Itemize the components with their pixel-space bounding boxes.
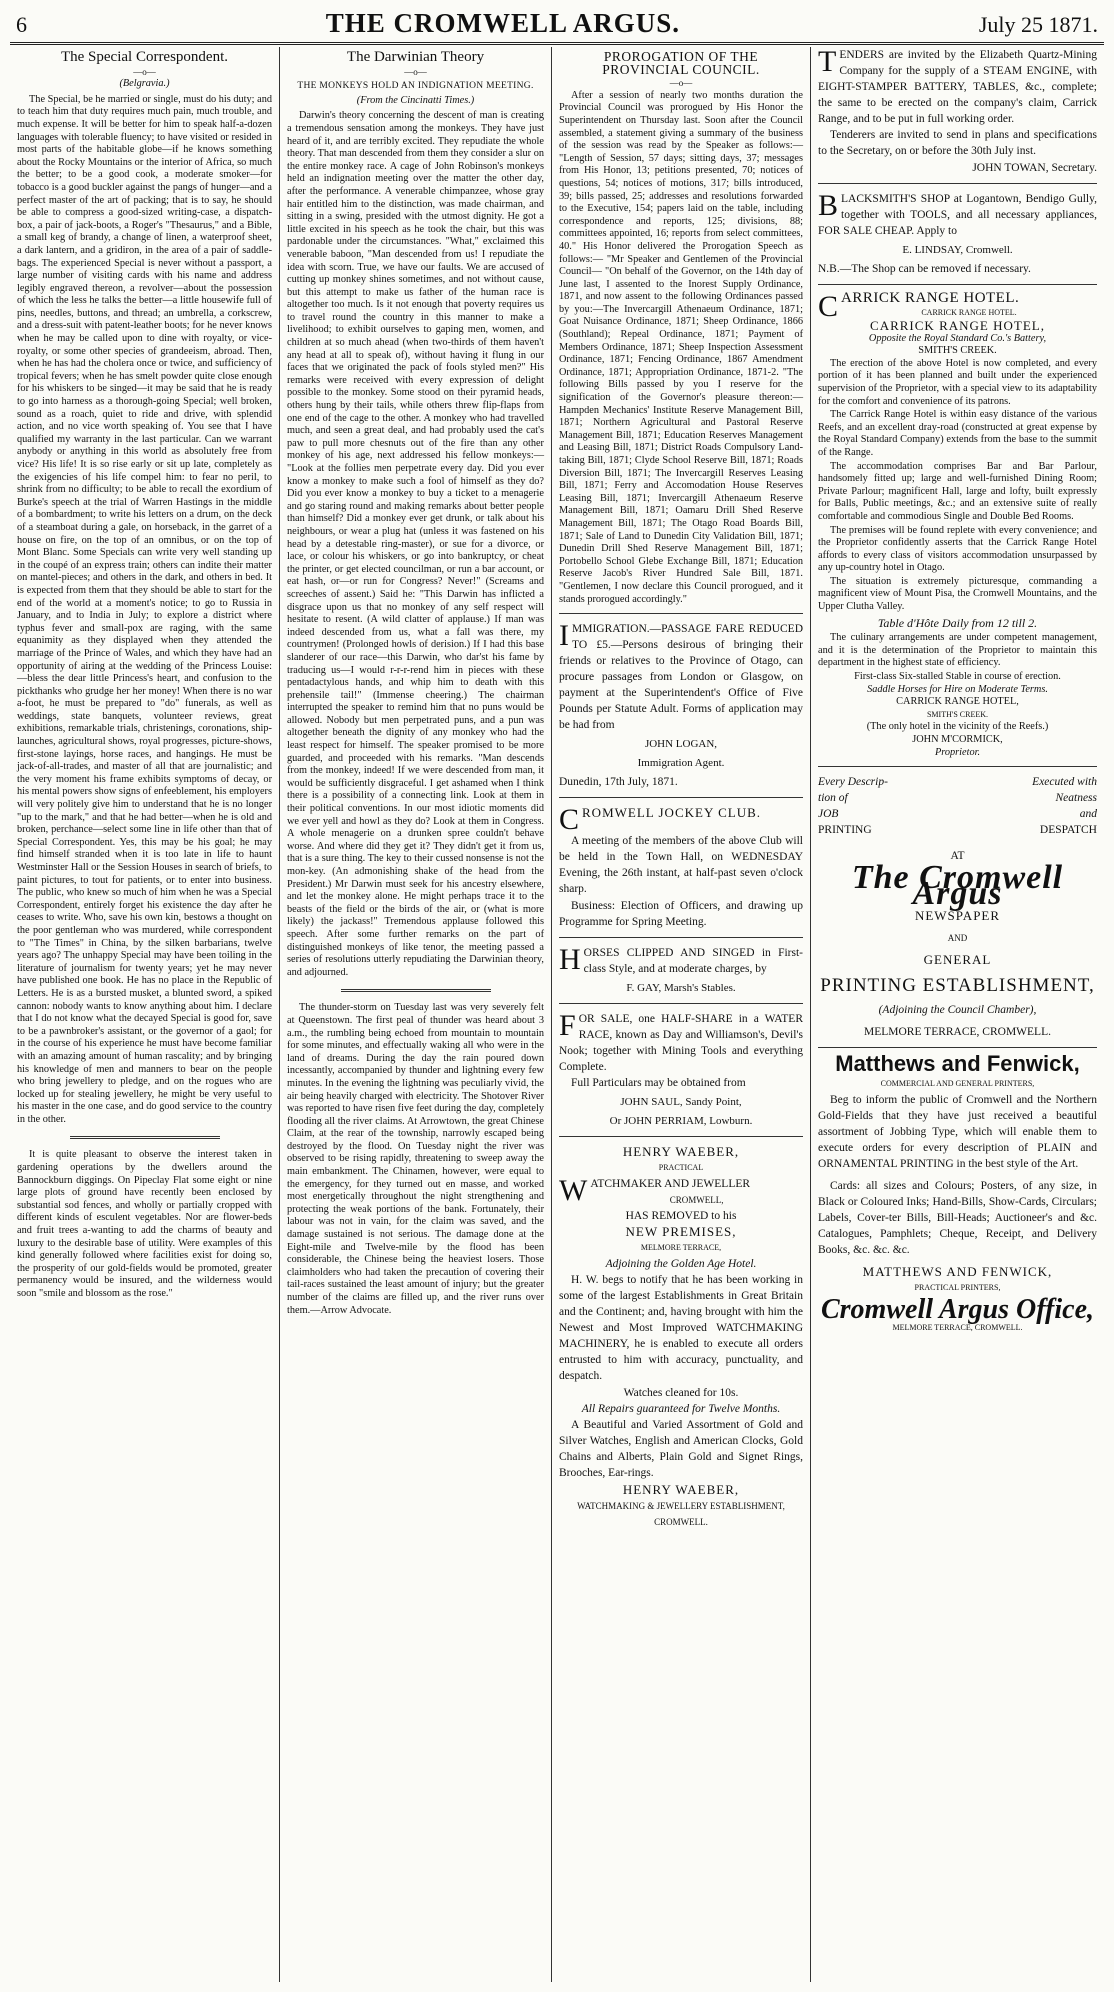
article-subheading: THE MONKEYS HOLD AN INDIGNATION MEETING.	[297, 81, 534, 92]
ad-job-printing	[818, 774, 1097, 1040]
ad-text: A Beautiful and Varied Assortment of Gold and Silver Watches, English and American Clocks, Gold Chains and Alberts, Plain Gold and Signet Rings, Brooches, Ear-rings.	[559, 1419, 803, 1480]
ad-text: tion of	[818, 792, 848, 805]
drop-cap: C	[559, 803, 580, 837]
ad-signature: Or JOHN PERRIAM, Lowburn.	[609, 1115, 753, 1128]
ad-text: A meeting of the members of the above Club will be held in the Town Hall, on WEDNESDAY Evening, the 26th instant, at half-past seven o'clock sharp.	[559, 835, 803, 896]
ad-text: HAS REMOVED to his	[625, 1210, 737, 1223]
divider	[818, 284, 1097, 285]
ad-text: The situation is extremely picturesque, commanding a magnificent view of Mount Pisa, the Cromwell Mountains, and the Upper Clutha Valley.	[818, 575, 1097, 613]
ad-text: All Repairs guaranteed for Twelve Months.	[581, 1403, 781, 1416]
ad-text: CARRICK RANGE HOTEL.	[921, 307, 1017, 317]
article-body: The thunder-storm on Tuesday last was very severely felt at Queenstown. The first peal of thunder was heard about 3 a.m., the rumbling being echoed from mountain to mountain for some minutes, and effectually waking all who were in the land of dreams. During the day the rain poured down incessantly, accompanied by thunder and lightning every few minutes. In the evening the lightning was peculiarly vivid, the air being heavily charged with electricity. The Shotover River was reported to have risen five feet during the day, completely flooding all the river claims. At Arrowtown, the great Chinese Claim, at the rear of the township, narrowly escaped being destroyed by the flood. On Tuesday night the river was observed to be rising rapidly, threatening to sweep away the main embankment. The Chinamen, however, were equal to the emergency, for they turned out en masse, and worked most energetically throughout the night strengthening and protecting the weak portions of the bank. Fortunately, their labour was not in vain, for the claim was saved, and the damage sustained is not serious. The damage done at the Eight-mile and Twelve-mile by the flood has been considerable, the Chinese being the heaviest losers. Those claimholders who had taken the precaution of covering their tail-races sustained the least amount of injury; but the greater number of the claims are filled up, and the river runs over them.—Arrow Advocate.	[287, 1002, 544, 1316]
ad-text: CROMWELL,	[669, 1195, 724, 1206]
ad-water-race	[559, 1011, 803, 1129]
ad-text: Opposite the Royal Standard Co.'s Battery,	[868, 332, 1047, 344]
article-heading: PROROGATION OF THE PROVINCIAL COUNCIL.	[602, 49, 760, 77]
ad-title: PRINTING ESTABLISHMENT,	[820, 975, 1095, 997]
divider	[559, 613, 803, 614]
ad-signature: F. GAY, Marsh's Stables.	[626, 982, 736, 995]
ad-text: Neatness	[1055, 792, 1097, 805]
ad-text: H. W. begs to notify that he has been working in some of the largest Establishments in Great Britain and the Continent; and, having brought with him the Newest and Most Improved WATCHMAKING MACHINERY, he is enabled to execute all orders entrusted to him with accuracy, punctuality, and despatch.	[559, 1274, 803, 1383]
divider	[559, 1136, 803, 1137]
ad-text: MMIGRATION.—PASSAGE FARE REDUCED TO £5.—Persons desirous of bringing their friends or relatives to the Province of Otago, can procure passages from London or Glasgow, on payment at the Superintendent's Office of Five Pounds per Statute Adult. Forms of application may be had from	[559, 623, 803, 732]
ad-signature: Proprietor.	[934, 746, 981, 758]
divider	[559, 1003, 803, 1004]
separator	[341, 989, 491, 992]
ad-title: HENRY WAEBER,	[622, 1144, 740, 1160]
article-source: (Belgravia.)	[119, 78, 170, 90]
ad-carrick-hotel	[818, 292, 1097, 759]
article-source: (From the Cincinatti Times.)	[356, 94, 475, 106]
ad-text: The erection of the above Hotel is now completed, and every portion of it has been planned and built under the experienced supervision of the Proprietor, with a special view to its adaptability for the comfort and convenience of its patrons.	[818, 357, 1097, 407]
ad-text: DESPATCH	[1039, 824, 1097, 837]
page-number: 6	[16, 12, 27, 37]
ad-text: First-class Six-stalled Stable in course of erection.	[854, 671, 1061, 683]
article-body: The Special, be he married or single, must do his duty; and to teach him that duty requires much pain, much trouble, and much expense. It will be better for him to speak half-a-dozen languages with tolerable fluency; to have visited or resided in most parts of the habitable globe—if he knows something about the Rocky Mountains or the interior of Africa, so much the better; to be a good cook, a moderate smoker—for tobacco is a good buckler against the pangs of hunger—and a perfect master of the art of packing; that is to say, he should be able to compress a good-sized writing-case, a dispatch-box, a pair of jack-boots, a Roger's "Thesaurus," and a Bible, a small keg of brandy, a change of linen, a waterproof sheet, a dark lantern, and a gridiron, in the area of a pair of saddle-bags. The experienced Special is never without a passport, a large number of visiting cards with his name and address legibly engraved thereon, a revolver—about the possession of which the less he talks the better—a little housewife full of pins, needles, buttons, and thread; an umbrella, a corkscrew, and a dress-suit with patent-leather boots; for he never knows when he may be called upon to dine with royalty, or vice-royalty, or some other species of grandeeism, abroad. Then, when he has had the cholera once or twice, and sufficiency of tropical fevers; when he has smelt powder quite close enough for his whiskers to be singed—it may be said that he is ready to go into harness as a thorough-going Special; well broken, sound as a roach, quiet to ride and drive, with splendid action, and no vice worth speaking of. You see that I have qualified my warranty in the last particular. Can we warrant anybody or anything in this world as absolutely free from vice? His life! It is so rise early or sit up late, completely as the exigencies of his life compel him: to fear no peril, to shrink from no difficulty; to be able to recall the exordium of Burke's speech at the trial of Warren Hastings in the middle of a bombardment; to write his letters on a drum, on the deck of a steamboat during a gale, on horseback, in the garret of a house on fire, on the top of an omnibus, or on the top of Mont Blanc. Some Specials can write very well standing up in the coupé of an express train; others can indite their matter on mantel-pieces; and others in the dark, and others in bed. It is expected from them that they should be able to start for the end of the world at a moment's notice; to go to Russia in January, and to India in July; to explore a district where typhus fever and small-pox are raging, with the same equanimity as they displayed when they attended the marriage of the Prince of Wales, and which they have had an opportunity of airing at the wedding of the Princess Louise:—bless the dear little Princess's heart, and confusion to the pickthanks who grudge her her money! When there is no war a-foot, he must be prepared to "do" funerals, as well as weddings, state banquets, volunteer reviews, great exhibitions, remarkable trials, christenings, coronations, ship-launches, agricultural shows, royal progresses, picture-shows, first-stone layings, horse races, and hangings. He must be jack-of-all-trades, and master of all that are journalistic; and the very moment his frame exhibits symptoms of decay, or his mental powers show signs of enfeeblement, his employers will very politely give him to understand that he is no longer "up to the mark," and that he had better—when he is old and broken, perchance—select some line in life other than that of Special Correspondent. Yes, this may be his goal; he may find himself stranded when it is too late in life to haunt Westminster Hall or the Session Houses in search of briefs, to paint pictures, to tout for patients, or to enter into business. The public, who knew so much of him when he was a Special Correspondent, entirely forget his existence the day after he ceases to write. Who, save his own kin, bestows a thought on the poor gentleman who was murdered, while correspondent to "The Times" in China, by the silken barbarians, twelve years ago? The unhappy Special may have been toiling in the literature of journalism for twenty years; yet he may never have published one book. He has no place in the Republic of Letters. He is as a bursted musket, a blunted sword, a spiked cannon: nobody wants to know anything about him. I declare that I do not know what the decayed Special is good for, save to be a pawnbroker's assistant, or the governor of a gaol; for in the course of his experience he must have become familiar with an amazing amount of human rascality; and by bringing his knowledge of men and manners to bear on the people who bring jewellery to pledge, and on the rogues who are locked up for stealing jewellery, he might be very useful to his master in the one case, and do good service to the country in the other.	[17, 93, 272, 1125]
drop-cap: C	[818, 290, 839, 323]
newspaper-title: THE CROMWELL ARGUS.	[325, 8, 681, 38]
column-1	[10, 47, 280, 1982]
ad-text: and	[1079, 808, 1097, 821]
divider	[818, 1047, 1097, 1048]
columns	[10, 47, 1104, 1982]
drop-cap: T	[818, 47, 837, 78]
ad-text: MELMORE TERRACE, CROMWELL.	[864, 1026, 1051, 1039]
issue-date: July 25 1871.	[978, 12, 1098, 37]
dash-ornament: —o—	[404, 66, 427, 77]
ad-text: The premises will be found replete with every convenience; and the Proprietor confidently asserts that the Carrick Range Hotel affords to every class of visitors accommodation unsurpassed by any up-country hotel in Otago.	[818, 524, 1097, 574]
masthead	[10, 8, 1104, 42]
ad-title: Matthews and Fenwick,	[835, 1051, 1080, 1077]
ad-jockey-club	[559, 805, 803, 930]
column-2	[280, 47, 552, 1982]
ad-text: AND	[947, 933, 968, 944]
ad-text: Saddle Horses for Hire on Moderate Terms.	[867, 683, 1048, 695]
ad-text: Watches cleaned for 10s.	[623, 1387, 739, 1400]
ad-text: LACKSMITH'S SHOP at Logantown, Bendigo Gully, together with TOOLS, and all necessary appliances, FOR SALE CHEAP. Apply to	[818, 193, 1097, 237]
ad-text: Every Descrip-	[818, 776, 888, 789]
drop-cap: I	[559, 619, 569, 653]
ad-matthews-fenwick	[818, 1051, 1097, 1336]
ad-signature: JOHN SAUL, Sandy Point,	[620, 1096, 742, 1109]
ad-text: N.B.—The Shop can be removed if necessary.	[818, 263, 1031, 275]
ad-text: SMITH'S CREEK.	[918, 345, 997, 357]
ad-text: Cards: all sizes and Colours; Posters, of any size, in Black or Coloured Inks; Hand-Bills, Show-Cards, Circulars; Labels, Cover-ter Bills, Bill-Heads; Auctioneer's and &c. Catalogues, Pamphlets; Cheque, Receipt, and Delivery Books, &c. &c. &c.	[818, 1180, 1097, 1257]
ad-text: (Adjoining the Council Chamber),	[878, 1004, 1037, 1017]
article-heading: The Special Correspondent.	[60, 49, 229, 65]
ad-signature: MATTHEWS AND FENWICK,	[862, 1264, 1053, 1280]
ad-tenders	[818, 47, 1097, 176]
ad-text: PRACTICAL	[658, 1163, 704, 1173]
ad-signature: E. LINDSAY, Cromwell.	[902, 244, 1013, 256]
ad-watchmaker	[559, 1144, 803, 1530]
article-body: It is quite pleasant to observe the interest taken in gardening operations by the dwellers around the Bannockburn diggings. On Pipeclay Flat some eight or nine large plots of ground have recently been enclosed by substantial sod fences, and wholly or partially cropped with different kinds of esculent vegetables. Nor are flower-beds and fruit trees a-wanting to add the charms of beauty and luxury to the desirable base of utility. Were examples of this kind generally followed where facilities exist for doing so, the prosperity of our gold-fields would be promoted, greater permanency would be insured, and the wilderness would soon "smile and blossom as the rose."	[17, 1149, 272, 1299]
article-body: Darwin's theory concerning the descent of man is creating a tremendous sensation among the monkeys. They have just heard of it, and are terribly excited. They repudiate the whole theory. That man descended from them they consider a slur on the entire monkey race. A cage of John Robinson's monkeys held an indignation meeting over the matter the other day, after the performance. A venerable chimpanzee, whose gray hair entitled him to the distinction, was made chairman, and sitting in a swing, presided with the utmost dignity. He got a little excited in his speech as he took the chair, but this was pardonable under the circumstances. "What," exclaimed this venerable baboon, "Man descended from us! I repudiate the idea with scorn. True, we have our faults. We are accused of cutting up monkey shines sometimes, and not without cause, but this attempt to make us father of the human race is altogether too much. Is it not enough that poverty requires us to travel round the country in this manner to make a livelihood; to exhibit ourselves to gaping men, women, and children at so much ahead (when two-thirds of them haven't any head at all to speak of), without having it flung in our faces that we originated the pack of fools styled men?" His remarks were received with every expression of delight possible to the monkey. Some stood on their pyramid heads, others hung by their tails, while others threw flip-flaps from one end of the cage to the other. A monkey who had travelled much, and seen a great deal, and had probably used the cat's paw to pull more chesnuts out of the fire than any other monkey of his age, next addressed his fellow monkeys:— "Look at the follies men perpetrate every day. Did you ever know a monkey to make such a fool of himself as they do? Did you ever know a monkey to buy a ticket to a menagerie and go staring round and making remarks about better people than himself? Did a monkey ever get drunk, or talk about his neighbours, or wear a plug hat (unless it was fastened on his head by a detestable ring-master), or sue for a divorce, or lace, or colour his whiskers, or go into bankruptcy, or cheat the printer, or get elected councilman, or run a bar account, or eat hash, or—or run for Congress? Never!" (Screams and screeches of assent.) Said he: "This Darwin has inflicted a disgrace upon us that no monkey of any self respect will hesitate to resent. (A wild clatter of applause.) If man was indeed descended from us, what a fall was there, my countrymen! (Prolonged howls of derision.) If I had this base slanderer of our race—this Darwin, who dar'st his fame by traducing us—I would r-r-r-rend him in pieces with these pentadactylous hands, and whip him to death with this prehensile tail!" (Immense cheering.) The chairman interrupted the speaker to remind him that no puns would be allowed. Nobody but men perpetrated puns, and a pun was altogether beneath the dignity of any monkey who had the least respect for himself. The speaker promised to be more guarded, and proceeded with his remarks. "Man descends from the monkey, indeed! If we were descended from man, it would be sufficiently disgraceful. I get ashamed when I think there is a possibility of a connecting link. Look at them in their political conventions. In our most idiotic moments did we ever yell and howl as they do? Look at them in Congress. A whole menagerie on a drunken spree couldn't behave worse. And where did they get it? They didn't get it from us, that is a sure thing. The key to their cussed nonsense is not the mon-key. (An admonishing shake of the head from the President.) Mr Darwin must seek for his ancestry elsewhere, and let the monkey alone. He might perhaps trace it to the beasts of the field or the birds of the air, or (what is more likely) the jackass!" Tremendous applause followed this speech. After some further remarks on the part of distinguished monkeys of like tenor, the meeting passed a series of resolutions utterly repudiating the Darwinian theory, and adjourned.	[287, 110, 544, 978]
divider	[818, 183, 1097, 184]
ad-text: AT	[950, 850, 965, 863]
ad-text: Table d'Hôte Daily from 12 till 2.	[877, 615, 1038, 630]
drop-cap: F	[559, 1009, 576, 1043]
ad-text: The accommodation comprises Bar and Bar Parlour, handsomely fitted up; large and well-furnished Dining Room; Private Parlour; magnificent Hall, large and lofty, built expressly for Balls, Public meetings, &c.; and an extensive suite of really comfortable and commodious Single and Double Bed Rooms.	[818, 460, 1097, 522]
divider	[818, 766, 1097, 767]
column-4	[811, 47, 1104, 1982]
ad-text: MELMORE TERRACE,	[640, 1243, 722, 1253]
ad-date: Dunedin, 17th July, 1871.	[559, 776, 678, 789]
ad-signature: HENRY WAEBER,	[622, 1482, 740, 1498]
article-heading: The Darwinian Theory	[346, 49, 485, 65]
divider	[559, 937, 803, 938]
drop-cap: W	[559, 1174, 588, 1208]
masthead-rule	[10, 42, 1104, 45]
article-body: After a session of nearly two months duration the Provincial Council was prorogued by His Honor the Superintendent on Thursday last. Soon after the Council assembled, a statement giving a summary of the business of the session was read by the Speaker as follows:— "Length of Session, 57 days; sitting days, 37; messages from His Honor, 13; petitions presented, 70; notices of questions, 54; notices of motions, 317; bills introduced, 39; bills passed, 25; addresses and resolutions forwarded to the Executive, 154; papers laid on the table, including correspondence and reports, 125; divisions, 88; committees appointed, 16; reports from select committees, 40." His Honor delivered the Prorogation Speech as follows:— "Mr Speaker and Gentlemen of the Provincial Council— "On behalf of the Governor, on the 14th day of June last, I assented to the Inorest Supply Ordinance, 1871, and now assent to the following Ordinances passed by you:—The Invercargill Athenaeum Ordinance, 1871; Goat Nuisance Ordinance, 1871; Sheep Ordinance, 1866 (Southland); Repeal Ordinance, 1871; Payment of Members Ordinance, 1871; Sheep Inspection Assessment Ordinance, 1871; Fencing Ordinance, 1867 Amendment Ordinance, 1871; Appropriation Ordinance, 1871-2. "The following Bills passed by you I reserve for the signification of the Governor's pleasure thereon:—Hampden Mechanics' Institute Reserve Management Bill, 1871; Northern Agricultural and Pastoral Reserve Management Bill, 1871; Education Reserves Management and Leasing Bill, 1871; District Roads Compulsory Land-taking Bill, 1871; Clyde School Reserve Bill, 1871; Roads Diversion Bill, 1871; The Invercargill Reserves Leasing Bill, 1871; Ferry and Accomodation House Reserves Leasing Bill, 1871; Invercargill Athenaeum Reserve Management Bill, 1871; Oamaru Drill Shed Reserve Management Bill, 1871; The Otago Road Boards Bill, 1871; Sale of Land to Dunedin City Validation Bill, 1871; Dunedin Drill Shed Reserve Management Bill, 1871; Portobello School Glebe Exchange Bill, 1871; Education Reserve Jacob's River Hundred Sale Bill, 1871. "Gentlemen, I now declare this Council prorogued, and it stands prorogued accordingly."	[559, 89, 803, 605]
ad-horses	[559, 945, 803, 996]
ad-signature: JOHN TOWAN, Secretary.	[972, 162, 1097, 174]
ad-title: ARRICK RANGE HOTEL.	[841, 290, 1020, 306]
dash-ornament: —o—	[669, 78, 693, 89]
divider	[559, 797, 803, 798]
ad-signature: WATCHMAKING & JEWELLERY ESTABLISHMENT,	[577, 1501, 785, 1512]
ad-text: PRINTING	[818, 824, 872, 837]
ad-signature: SMITH'S CREEK.	[926, 709, 988, 719]
dash-ornament: —o—	[133, 66, 156, 77]
ad-text: CARRICK RANGE HOTEL,	[870, 318, 1045, 333]
separator	[70, 1136, 220, 1139]
ad-text: The culinary arrangements are under competent management, and it is the determination of the Proprietor to maintain this department in the highest state of efficiency.	[818, 632, 1097, 669]
ad-text: The Carrick Range Hotel is within easy distance of the various Reefs, and an excellent dray-road (constructed at great expense by the Royal Standard Company) extends from the base to the summit of the Range.	[818, 409, 1097, 458]
ad-text: JOB	[818, 808, 839, 821]
ad-text: COMMERCIAL AND GENERAL PRINTERS,	[880, 1079, 1035, 1089]
ad-text: GENERAL	[923, 952, 992, 968]
ad-text: Beg to inform the public of Cromwell and the Northern Gold-Fields that they have just received a beautiful assortment of Jobbing Type, which will enable them to execute orders for every description of PLAIN and ORNAMENTAL PRINTING in the best style of the Art.	[818, 1094, 1097, 1171]
ad-text: ORSES CLIPPED AND SINGED in First-class Style, and at moderate charges, by	[583, 947, 803, 976]
ad-title: Cromwell Argus Office,	[820, 1294, 1094, 1326]
ad-title: ROMWELL JOCKEY CLUB.	[582, 805, 762, 821]
ad-signature: (The only hotel in the vicinity of the Reefs.)	[866, 721, 1049, 733]
ad-text: OR SALE, one HALF-SHARE in a WATER RACE, known as Day and Williamson's, Devil's Nook; together with Mining Tools and everything Complete.	[559, 1013, 803, 1074]
ad-signature: JOHN LOGAN,	[644, 738, 718, 751]
ad-text: NEWSPAPER	[914, 908, 1001, 924]
ad-text: Business: Election of Officers, and drawing up Programme for Spring Meeting.	[559, 900, 803, 929]
column-3	[552, 47, 811, 1982]
ad-title: The Cromwell Argus	[851, 859, 1064, 913]
ad-text: Full Particulars may be obtained from	[571, 1077, 746, 1090]
ad-blacksmith	[818, 191, 1097, 277]
drop-cap: H	[559, 943, 581, 977]
ad-signature: CROMWELL.	[654, 1517, 708, 1528]
ad-signature: Immigration Agent.	[637, 757, 725, 770]
ad-title: ATCHMAKER AND JEWELLER	[590, 1178, 751, 1191]
ad-text: Tenderers are invited to send in plans and specifications to the Secretary, on or before the 30th July inst.	[818, 129, 1097, 157]
ad-signature: MELMORE TERRACE, CROMWELL.	[892, 1323, 1023, 1333]
ad-immigration	[559, 621, 803, 790]
ad-signature: CARRICK RANGE HOTEL,	[896, 696, 1019, 708]
ad-text: ENDERS are invited by the Elizabeth Quartz-Mining Company for the supply of a STEAM ENGINE, with EIGHT-STAMPER BATTERY, TABLES, &c., complete; the same to be erected on the company's claim, Carrick Range, and to be put in full working order.	[818, 49, 1097, 125]
drop-cap: B	[818, 189, 839, 222]
ad-text: Adjoining the Golden Age Hotel.	[605, 1258, 757, 1271]
ad-signature: PRACTICAL PRINTERS,	[914, 1283, 1001, 1293]
ad-text: Executed with	[1032, 776, 1097, 789]
ad-signature: JOHN M'CORMICK,	[912, 734, 1003, 745]
ad-text: NEW PREMISES,	[625, 1224, 737, 1240]
